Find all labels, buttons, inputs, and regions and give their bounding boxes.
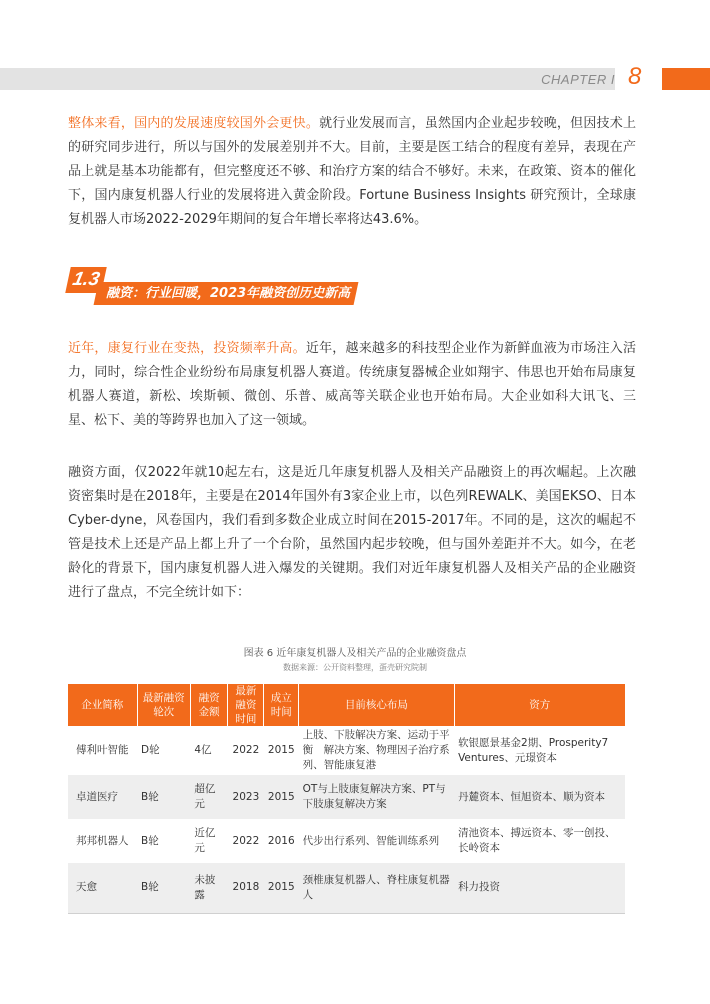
cell-layout: 上肢、下肢解决方案、运动于平衡 解决方案、物理因子治疗系列、智能康复港 (299, 726, 454, 775)
paragraph-industry-highlight: 近年，康复行业在变热，投资频率升高。 (68, 341, 306, 356)
cell-company: 卓道医疗 (68, 775, 137, 819)
financing-table (68, 684, 625, 914)
header-founded: 成立时间 (264, 684, 299, 726)
header-round: 最新融资轮次 (137, 684, 190, 726)
cell-founded: 2015 (264, 863, 299, 913)
cell-amount: 超亿元 (190, 775, 228, 819)
table-row (68, 775, 625, 819)
cell-company: 邦邦机器人 (68, 819, 137, 863)
chapter-label: CHAPTER I (541, 72, 615, 87)
section-number: 1.3 (65, 267, 107, 293)
paragraph-overview (68, 112, 636, 232)
table-row (68, 726, 625, 775)
cell-round: D轮 (137, 726, 190, 775)
table-source: 数据来源：公开资料整理，蛋壳研究院制 (283, 663, 427, 672)
header-bar (0, 68, 615, 90)
table-caption: 图表 6 近年康复机器人及相关产品的企业融资盘点 (243, 648, 467, 659)
cell-company: 天愈 (68, 863, 137, 913)
paragraph-overview-highlight: 整体来看，国内的发展速度较国外会更快。 (68, 116, 320, 131)
cell-round: B轮 (137, 775, 190, 819)
table-row (68, 819, 625, 863)
header-layout: 目前核心布局 (299, 684, 454, 726)
paragraph-industry (68, 337, 636, 433)
page-accent-block (662, 68, 710, 90)
header-date: 最新融资时间 (228, 684, 264, 726)
cell-date: 2022 (228, 726, 264, 775)
cell-layout: 颈椎康复机器人、脊柱康复机器人 (299, 863, 454, 913)
header-company: 企业简称 (68, 684, 137, 726)
table-row (68, 863, 625, 913)
table-header-row (68, 684, 625, 726)
cell-investors: 丹麓资本、恒旭资本、顺为资本 (454, 775, 625, 819)
page-number: 8 (628, 63, 642, 90)
cell-founded: 2016 (264, 819, 299, 863)
section-title: 融资：行业回暖，2023年融资创历史新高 (106, 286, 351, 301)
cell-investors: 科力投资 (454, 863, 625, 913)
cell-founded: 2015 (264, 775, 299, 819)
cell-round: B轮 (137, 863, 190, 913)
paragraph-financing: 融资方面，仅2022年就10起左右，这是近几年康复机器人及相关产品融资上的再次崛起。上次融资密集时是在2018年，主要是在2014年国外有3家企业上市，以色列REWALK、美国EKSO、日本Cyber-dyne，风卷国内，我们看到多数企业成立时间在2015-2017年。不同的是，这次的崛起不管是技术上还是产品上都上升了一个台阶，虽然国内起步较晚，但与国外差距并不大。如今，在老龄化的背景下，国内康复机器人进入爆发的关键期。我们对近年康复机器人及相关产品的企业融资进行了盘点，不完全统计如下： (68, 465, 636, 600)
cell-founded: 2015 (264, 726, 299, 775)
header-investors: 资方 (454, 684, 625, 726)
paragraph-industry-text: 近年，越来越多的科技型企业作为新鲜血液为市场注入活力，同时，综合性企业纷纷布局康复机器人赛道。传统康复器械企业如翔宇、伟思也开始布局康复机器人赛道，新松、埃斯顿、微创、乐普、威高等关联企业也开始布局。大企业如科大讯飞、三星、松下、美的等跨界也加入了这一领域。 (68, 341, 636, 428)
cell-date: 2018 (228, 863, 264, 913)
cell-investors: 软银愿景基金2期、Prosperity7 Ventures、元璟资本 (454, 726, 625, 775)
cell-layout: OT与上肢康复解决方案、PT与下肢康复解决方案 (299, 775, 454, 819)
cell-amount: 近亿元 (190, 819, 228, 863)
cell-date: 2022 (228, 819, 264, 863)
cell-investors: 清池资本、搏远资本、零一创投、长岭资本 (454, 819, 625, 863)
section-heading (68, 267, 368, 305)
cell-layout: 代步出行系列、智能训练系列 (299, 819, 454, 863)
paragraph-overview-text: 就行业发展而言，虽然国内企业起步较晚，但因技术上的研究同步进行，所以与国外的发展差别并不大。目前，主要是医工结合的程度有差异，表现在产品上就是基本功能都有，但完整度还不够、和治疗方案的结合不够好。未来，在政策、资本的催化下，国内康复机器人行业的发展将进入黄金阶段。Fortune Business Insights 研究预计，全球康复机器人市场2022-2029年期间的复合年增长率将达43.6%。 (68, 116, 636, 227)
cell-amount: 未披露 (190, 863, 228, 913)
cell-amount: 4亿 (190, 726, 228, 775)
cell-company: 傅利叶智能 (68, 726, 137, 775)
header-amount: 融资金额 (190, 684, 228, 726)
cell-date: 2023 (228, 775, 264, 819)
cell-round: B轮 (137, 819, 190, 863)
